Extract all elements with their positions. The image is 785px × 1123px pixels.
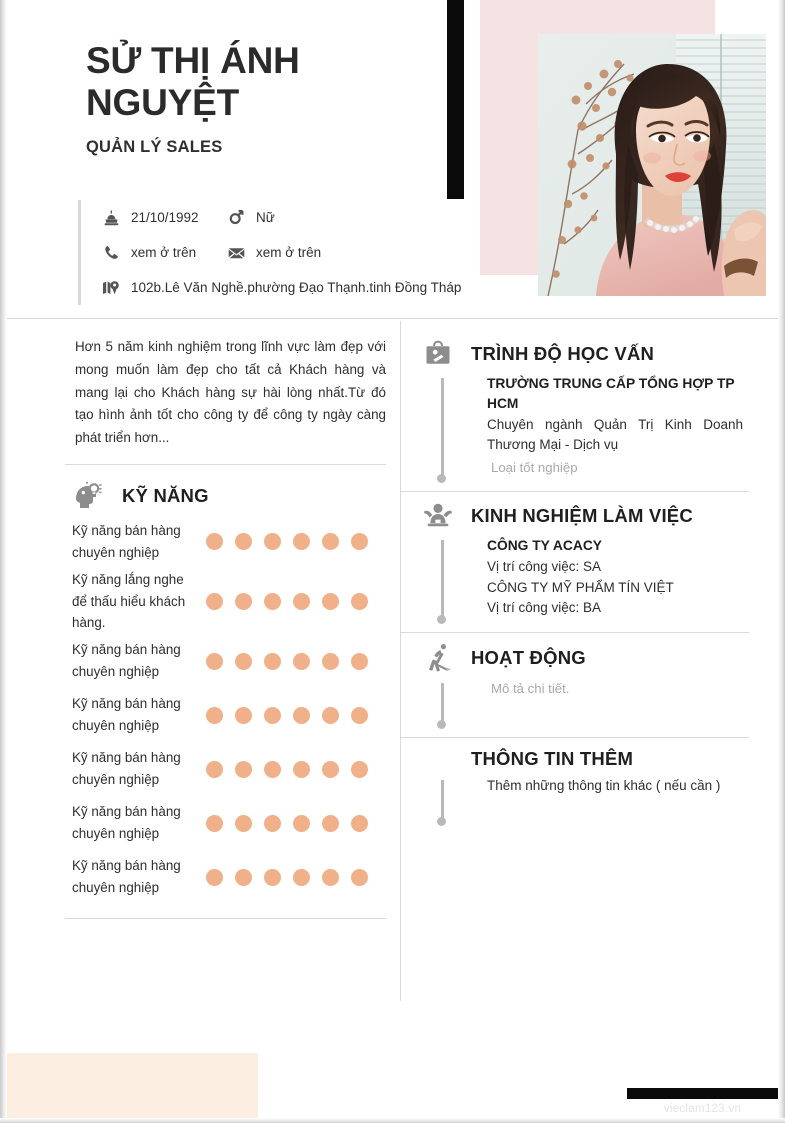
- watermark: vieclam123.vn: [663, 1103, 742, 1115]
- extra-info-title: THÔNG TIN THÊM: [471, 748, 634, 770]
- skill-label: Kỹ năng bán hàng chuyên nghiệp: [72, 858, 181, 896]
- education-header: [421, 340, 749, 368]
- rating-dot[interactable]: [206, 593, 223, 610]
- skill-item: [64, 850, 400, 904]
- experience-company-2: CÔNG TY MỸ PHẨM TÍN VIỆT: [487, 579, 674, 595]
- rating-dot[interactable]: [206, 533, 223, 550]
- education-body: [421, 374, 749, 483]
- rating-dot[interactable]: [206, 761, 223, 778]
- rating-dot[interactable]: [351, 593, 368, 610]
- rating-dot[interactable]: [322, 707, 339, 724]
- skill-item: [64, 688, 400, 742]
- rating-dot[interactable]: [264, 815, 281, 832]
- header-black-accent-bar: [447, 0, 464, 199]
- envelope-icon: [226, 247, 246, 259]
- rating-dot[interactable]: [206, 815, 223, 832]
- rating-dot[interactable]: [322, 815, 339, 832]
- rating-dot[interactable]: [293, 653, 310, 670]
- extra-info-description: Thêm những thông tin khác ( nếu cần ): [487, 778, 721, 794]
- head-idea-icon: [72, 481, 106, 511]
- skill-rating[interactable]: [206, 593, 368, 610]
- profile-photo: [538, 34, 766, 296]
- timeline-dot: [437, 817, 446, 826]
- rating-dot[interactable]: [206, 707, 223, 724]
- rating-dot[interactable]: [235, 815, 252, 832]
- contact-gender-value: Nữ: [256, 210, 275, 225]
- activity-section: [401, 633, 761, 737]
- contact-email-value: xem ở trên: [256, 245, 322, 260]
- rating-dot[interactable]: [235, 869, 252, 886]
- footer-black-block: [627, 1088, 778, 1099]
- skills-list: [64, 515, 400, 904]
- rating-dot[interactable]: [322, 593, 339, 610]
- rating-dot[interactable]: [264, 593, 281, 610]
- rating-dot[interactable]: [293, 593, 310, 610]
- rating-dot[interactable]: [235, 761, 252, 778]
- activity-timeline: [437, 683, 447, 729]
- timeline-dot: [437, 720, 446, 729]
- cv-header: [0, 0, 785, 318]
- rating-dot[interactable]: [322, 869, 339, 886]
- rating-dot[interactable]: [206, 653, 223, 670]
- skill-label: Kỹ năng bán hàng chuyên nghiệp: [72, 750, 181, 788]
- education-school: TRƯỜNG TRUNG CẤP TỔNG HỢP TP HCM: [487, 376, 735, 411]
- activity-title: HOẠT ĐỘNG: [471, 647, 586, 669]
- timeline-dot: [437, 615, 446, 624]
- rating-dot[interactable]: [264, 869, 281, 886]
- skill-item: [64, 634, 400, 688]
- experience-position-2: Vị trí công việc: BA: [487, 599, 602, 615]
- experience-section: [401, 492, 761, 632]
- contact-address: [101, 280, 461, 296]
- experience-company-1: CÔNG TY ACACY: [487, 538, 602, 554]
- activity-description: Mô tả chi tiết.: [491, 681, 570, 697]
- contact-row-1: [101, 200, 478, 235]
- contact-gender: [226, 209, 275, 226]
- rating-dot[interactable]: [264, 761, 281, 778]
- rating-dot[interactable]: [264, 653, 281, 670]
- timeline-dot: [437, 474, 446, 483]
- skill-label: Kỹ năng bán hàng chuyên nghiệp: [72, 642, 181, 680]
- rating-dot[interactable]: [351, 653, 368, 670]
- contact-birthday-value: 21/10/1992: [131, 210, 199, 225]
- skill-label: Kỹ năng lắng nghe để thấu hiểu khách hàng.: [72, 571, 186, 631]
- rating-dot[interactable]: [264, 533, 281, 550]
- skill-item: [64, 796, 400, 850]
- rating-dot[interactable]: [351, 869, 368, 886]
- activity-body: [421, 679, 749, 729]
- job-title: QUẢN LÝ SALES: [86, 137, 223, 156]
- contact-row-2: [101, 235, 478, 270]
- skill-rating[interactable]: [206, 761, 368, 778]
- golf-player-icon: [421, 643, 455, 673]
- skill-label: Kỹ năng bán hàng chuyên nghiệp: [72, 696, 181, 734]
- contact-address-value: 102b.Lê Văn Nghề.phường Đạo Thạnh.tinh Đồng Tháp: [131, 280, 462, 295]
- education-grade: Loại tốt nghiệp: [491, 459, 578, 475]
- extra-info-body: [421, 776, 749, 826]
- right-column: [401, 330, 761, 834]
- skill-rating[interactable]: [206, 707, 368, 724]
- skill-rating[interactable]: [206, 533, 368, 550]
- timeline-line: [441, 683, 444, 723]
- rating-dot[interactable]: [351, 533, 368, 550]
- skill-label: Kỹ năng bán hàng chuyên nghiệp: [72, 804, 181, 842]
- contact-row-3: [101, 270, 478, 305]
- rating-dot[interactable]: [322, 653, 339, 670]
- experience-body: [421, 536, 749, 624]
- education-section: [401, 330, 761, 491]
- contact-phone[interactable]: [101, 245, 226, 260]
- experience-header: [421, 502, 749, 530]
- skill-rating[interactable]: [206, 815, 368, 832]
- briefcase-icon: [421, 340, 455, 368]
- activity-header: [421, 643, 749, 673]
- extra-info-header: [421, 748, 749, 770]
- contact-info: [78, 200, 478, 305]
- skills-section-header: [64, 465, 400, 515]
- rating-dot[interactable]: [351, 815, 368, 832]
- gender-icon: [226, 209, 246, 226]
- rating-dot[interactable]: [293, 707, 310, 724]
- page-title: SỬ THỊ ÁNH NGUYỆT: [86, 40, 300, 123]
- extra-info-timeline: [437, 780, 447, 826]
- rating-dot[interactable]: [235, 653, 252, 670]
- skill-item: [64, 742, 400, 796]
- profile-photo-image: [538, 34, 766, 296]
- rating-dot[interactable]: [293, 869, 310, 886]
- cake-icon: [101, 210, 121, 226]
- contact-phone-value: xem ở trên: [131, 245, 197, 260]
- timeline-line: [441, 540, 444, 618]
- education-title: TRÌNH ĐỘ HỌC VẤN: [471, 343, 655, 364]
- rating-dot[interactable]: [322, 761, 339, 778]
- timeline-line: [441, 780, 444, 820]
- phone-icon: [101, 245, 121, 260]
- footer-cream-block: [7, 1053, 258, 1118]
- education-timeline: [437, 378, 447, 483]
- rating-dot[interactable]: [264, 707, 281, 724]
- extra-info-section: [401, 738, 761, 834]
- education-major: Chuyên ngành Quản Trị Kinh Doanh Thương Mại - Dịch vụ: [487, 417, 743, 452]
- skill-item: [64, 515, 400, 569]
- rating-dot[interactable]: [235, 593, 252, 610]
- skill-rating[interactable]: [206, 653, 368, 670]
- rating-dot[interactable]: [351, 761, 368, 778]
- worker-desk-icon: [421, 502, 455, 530]
- rating-dot[interactable]: [322, 533, 339, 550]
- rating-dot[interactable]: [293, 761, 310, 778]
- experience-timeline: [437, 540, 447, 624]
- page-edge-bottom: [0, 1118, 785, 1123]
- rating-dot[interactable]: [293, 533, 310, 550]
- rating-dot[interactable]: [293, 815, 310, 832]
- name-block: [86, 40, 436, 157]
- skill-label: Kỹ năng bán hàng chuyên nghiệp: [72, 523, 181, 560]
- contact-birthday: [101, 210, 226, 226]
- skill-item: [64, 569, 400, 634]
- skills-bottom-divider: [65, 918, 386, 919]
- profile-summary: Hơn 5 năm kinh nghiệm trong lĩnh vực làm đẹp với mong muốn làm đẹp cho tất cả Khách hàng và mang lại cho Khách hàng sự hài lòng nhất.Từ đó tạo hình ảnh tốt cho công ty để công ty ngày càng phát triển hơn...: [75, 339, 386, 446]
- timeline-line: [441, 378, 444, 477]
- rating-dot[interactable]: [235, 707, 252, 724]
- experience-title: KINH NGHIỆM LÀM VIỆC: [471, 505, 693, 527]
- header-divider: [7, 318, 778, 319]
- left-column: [64, 330, 400, 919]
- experience-position-1: Vị trí công việc: SA: [487, 559, 602, 575]
- map-pin-icon: [101, 280, 121, 296]
- rating-dot[interactable]: [235, 533, 252, 550]
- rating-dot[interactable]: [206, 869, 223, 886]
- skill-rating[interactable]: [206, 869, 368, 886]
- rating-dot[interactable]: [351, 707, 368, 724]
- contact-email[interactable]: [226, 245, 321, 260]
- skills-title: KỸ NĂNG: [122, 484, 209, 506]
